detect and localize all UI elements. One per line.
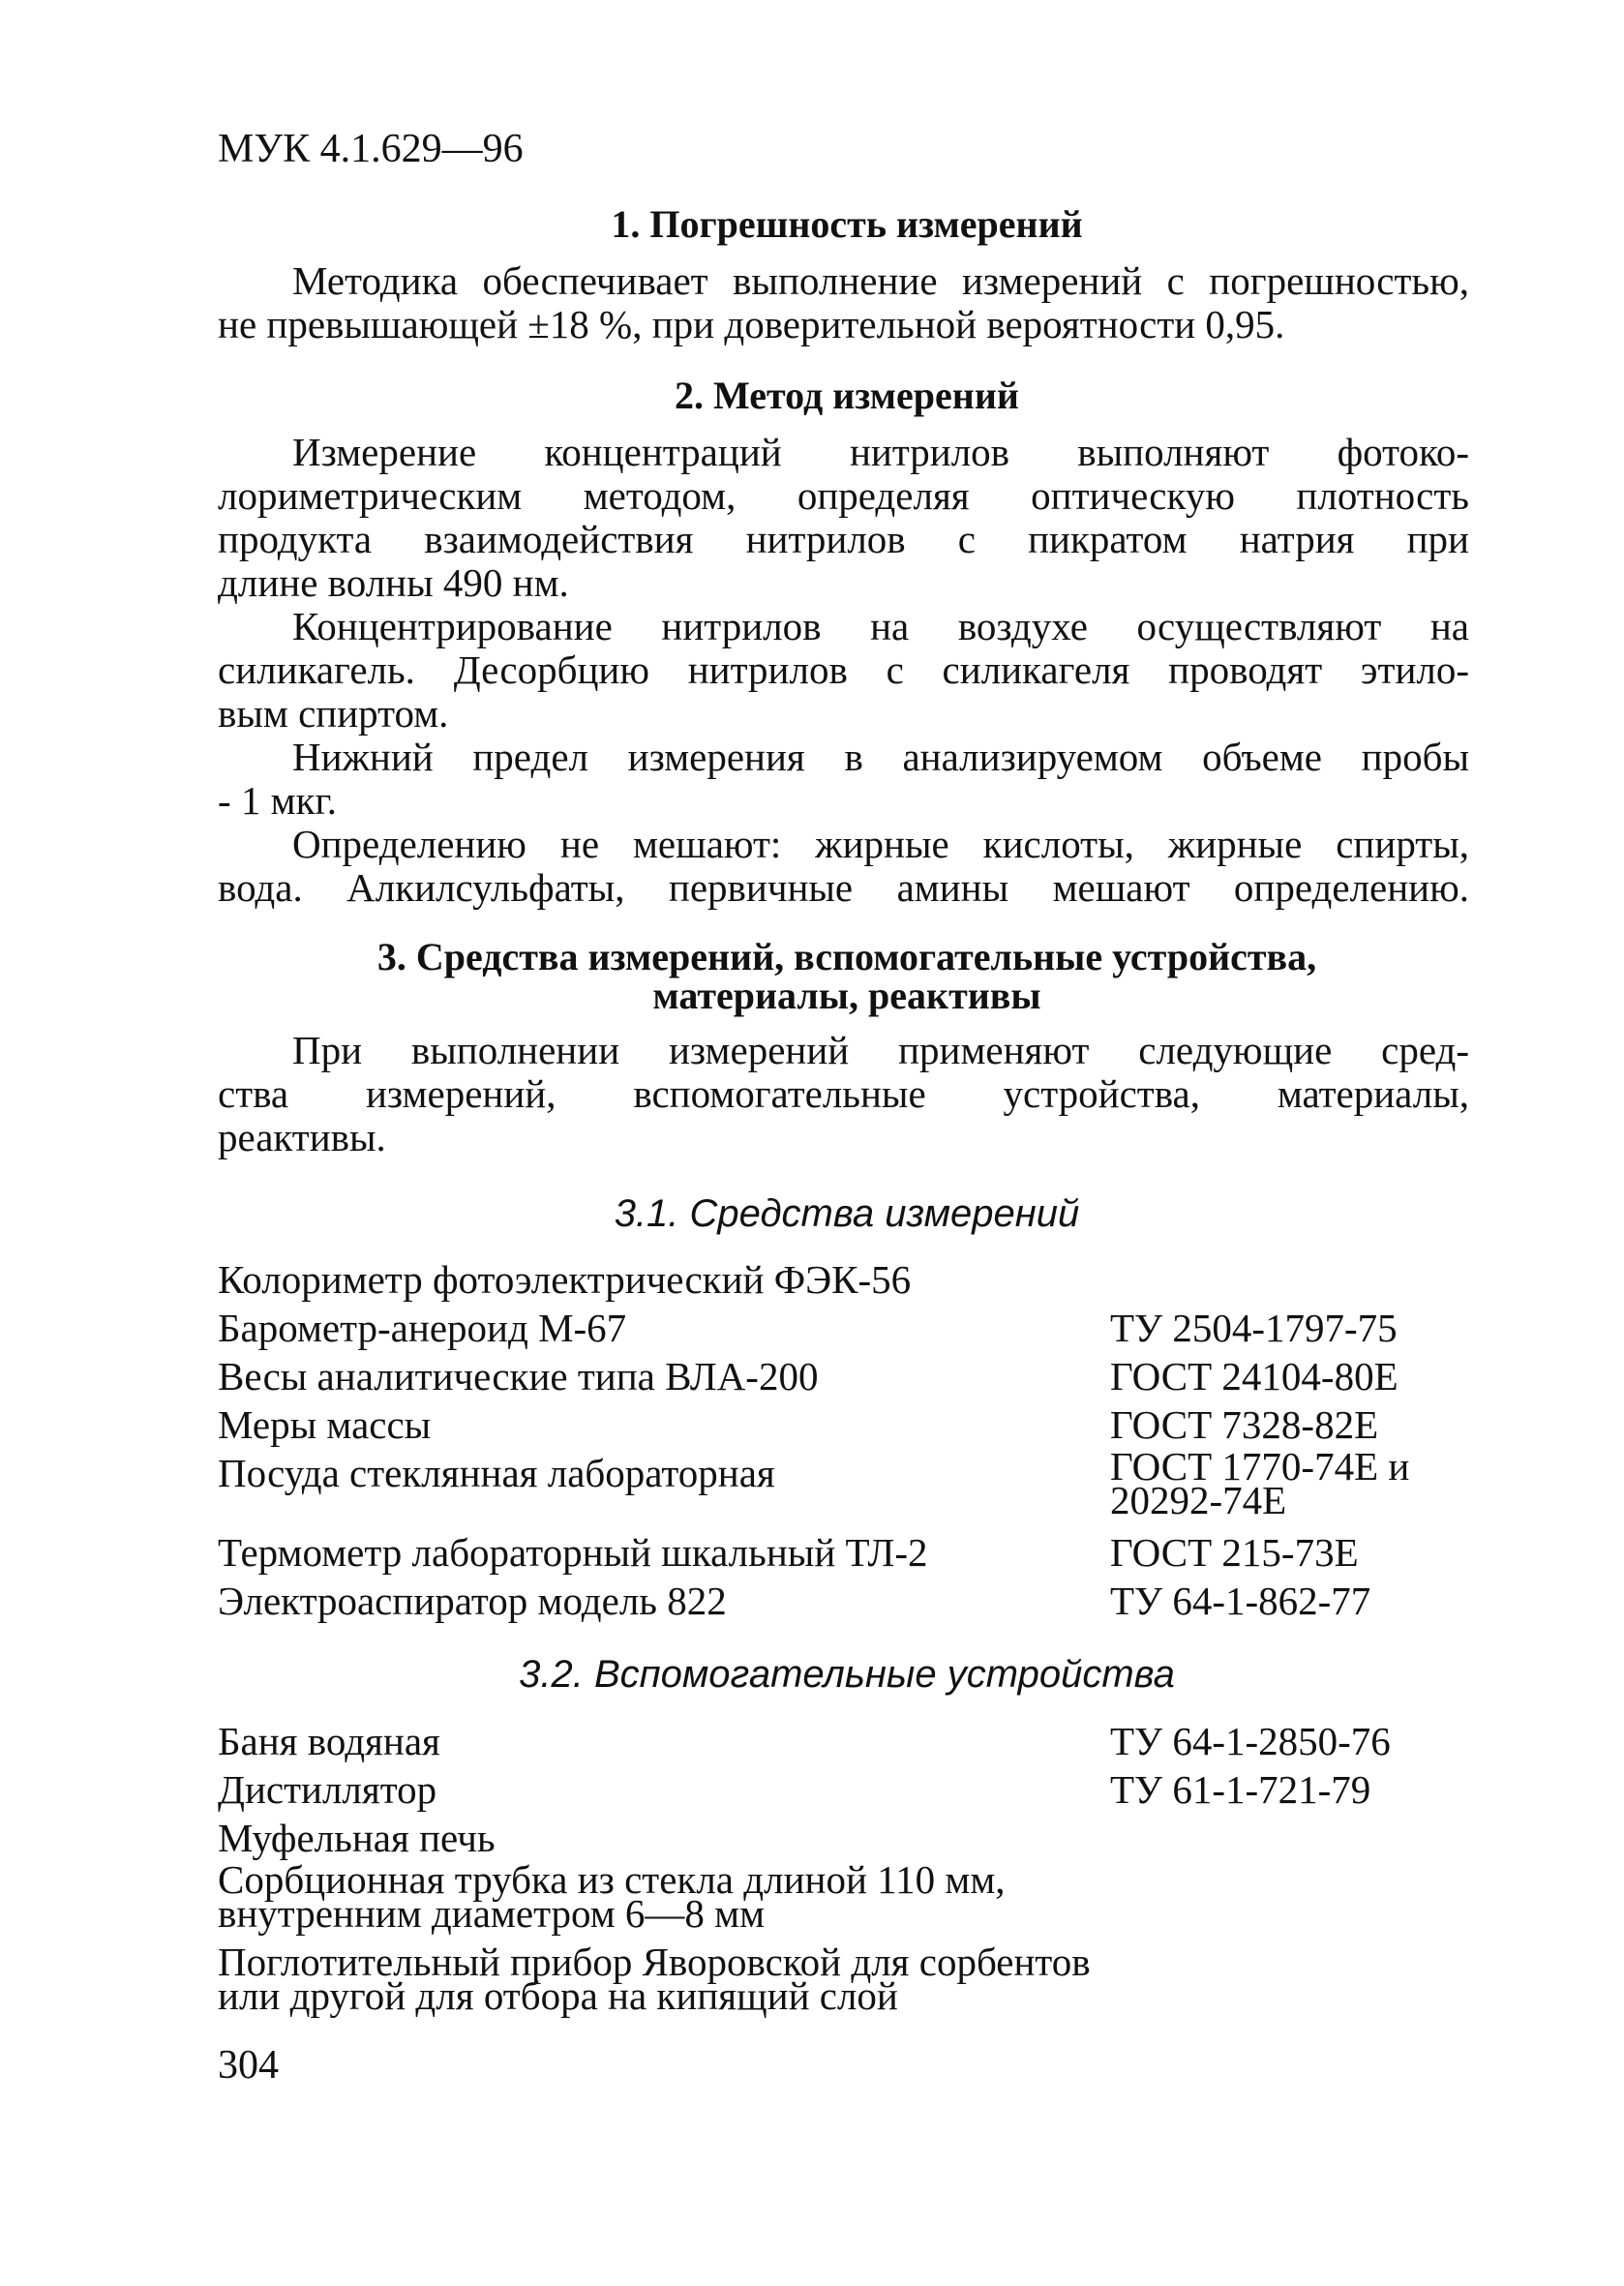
section-2-line-4: длине волны 490 нм. xyxy=(218,560,569,605)
instrument-standard: ГОСТ 24104-80Е xyxy=(1110,1354,1398,1399)
section-1-title: 1. Погрешность измерений xyxy=(611,202,1083,246)
device-name: Поглотительный прибор Яворовской для сорбентов или другой для отбора на кипящий слой xyxy=(218,1940,1091,2018)
section-2-line-5: Концентрирование нитрилов на воздухе осуществляют на xyxy=(292,604,1469,648)
section-2-title: 2. Метод измерений xyxy=(675,374,1019,417)
section-2-line-9: - 1 мкг. xyxy=(218,778,337,823)
device-name: Сорбционная трубка из стекла длиной 110 мм, внутренним диаметром 6—8 мм xyxy=(218,1857,1006,1936)
section-3-title-line-1: 3. Средства измерений, вспомогательные устройства, xyxy=(376,935,1317,978)
section-3-line-2: ства измерений, вспомогательные устройства, материалы, xyxy=(218,1071,1469,1116)
instrument-name: Весы аналитические типа ВЛА-200 xyxy=(218,1354,819,1399)
instrument-name: Электроаспиратор модель 822 xyxy=(218,1579,727,1623)
section-3-line-1: При выполнении измерений применяют следующие сред- xyxy=(292,1028,1469,1072)
page-number: 304 xyxy=(218,2043,279,2088)
section-2-line-3: продукта взаимодействия нитрилов с пикратом натрия при xyxy=(218,517,1469,561)
subsection-3-1-title: 3.1. Средства измерений xyxy=(614,1192,1080,1235)
instrument-standard: ГОСТ 7328-82Е xyxy=(1110,1402,1379,1447)
section-2-line-11: вода. Алкилсульфаты, первичные амины мешают определению. xyxy=(218,865,1469,910)
section-3-line-3: реактивы. xyxy=(218,1115,386,1159)
instrument-name: Барометр-анероид М-67 xyxy=(218,1306,627,1350)
instrument-standard: ГОСТ 215-73Е xyxy=(1110,1530,1359,1575)
section-1-line-1: Методика обеспечивает выполнение измерений с погрешностью, xyxy=(292,258,1469,303)
instrument-name: Колориметр фотоэлектрический ФЭК-56 xyxy=(218,1257,912,1302)
section-2-line-6: силикагель. Десорбцию нитрилов с силикагеля проводят этило- xyxy=(218,647,1469,692)
section-2-line-7: вым спиртом. xyxy=(218,691,449,736)
device-name: Муфельная печь xyxy=(218,1816,496,1860)
document-code-header: МУК 4.1.629—96 xyxy=(218,127,524,171)
subsection-3-2-title: 3.2. Вспомогательные устройства xyxy=(519,1653,1175,1696)
instrument-name: Меры массы xyxy=(218,1402,432,1447)
instrument-standard: ГОСТ 1770-74Е и 20292-74Е xyxy=(1110,1444,1410,1522)
section-2-line-10: Определению не мешают: жирные кислоты, жирные спирты, xyxy=(292,822,1469,866)
instrument-name: Термометр лабораторный шкальный ТЛ-2 xyxy=(218,1530,928,1575)
device-name: Дистиллятор xyxy=(218,1767,437,1812)
instrument-name: Посуда стеклянная лабораторная xyxy=(218,1451,775,1495)
section-2-line-8: Нижний предел измерения в анализируемом объеме пробы xyxy=(292,735,1469,779)
section-2-line-2: лориметрическим методом, определяя оптическую плотность xyxy=(218,473,1469,518)
section-3-title-line-2: материалы, реактивы xyxy=(652,974,1041,1017)
instrument-standard: ТУ 64-1-862-77 xyxy=(1110,1579,1371,1623)
device-name: Баня водяная xyxy=(218,1719,440,1763)
section-1-line-2: не превышающей ±18 %, при доверительной вероятности 0,95. xyxy=(218,302,1285,346)
section-2-line-1: Измерение концентраций нитрилов выполняют фотоко- xyxy=(292,430,1469,474)
device-standard: ТУ 64-1-2850-76 xyxy=(1110,1719,1391,1763)
instrument-standard: ТУ 2504-1797-75 xyxy=(1110,1306,1398,1350)
device-standard: ТУ 61-1-721-79 xyxy=(1110,1767,1371,1812)
